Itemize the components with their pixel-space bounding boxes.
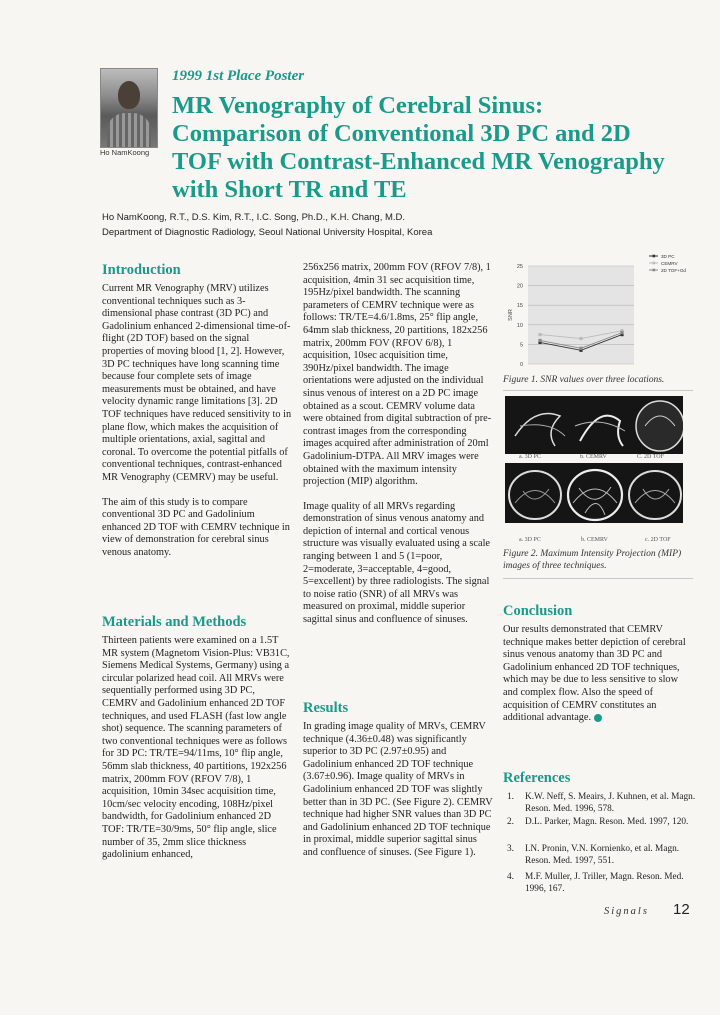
methods-section [102, 614, 292, 862]
legend-marker [653, 262, 656, 265]
figure-2-caption: Figure 2. Maximum Intensity Projection (MIP) images of three techniques. [503, 549, 682, 571]
figure-2-top-labels [505, 454, 683, 462]
author-photo [100, 68, 158, 148]
magazine-name: Signals [604, 906, 649, 917]
data-point [538, 339, 541, 342]
introduction-paragraph-1: Current MR Venography (MRV) utilizes conventional techniques such as 3-dimensional phase contrast (3D PC) and Gadolinium enhanced 2-dimensional time-of-flight (2D TOF) based on the signal properties of moving blood [1, 2]. However, 3D PC techniques have long scanning time because four complete sets of image measurements must be obtained, and have velocity dynamic range limitations [3]. 2D TOF techniques have reduced sensitivity to in plane flow, which makes the acquisition of multiple orientations, axial, sagittal and coronal. To overcome the potential pitfalls of conventional techniques, contrast-enhanced MR Venography (CEMRV) may be useful. [102, 283, 292, 483]
fig2-bottom-label-c: c. 2D TOF [645, 537, 671, 543]
data-point [579, 347, 582, 350]
conclusion-section [503, 603, 693, 725]
y-tick-label: 25 [516, 264, 523, 270]
fig2-bottom-label-b: b. CEMRV [581, 537, 608, 543]
introduction-heading: Introduction [102, 262, 181, 278]
methods-paragraph-3: Image quality of all MRVs regarding demonstration of sinus venous anatomy and depiction of internal and cortical venous structure was visually evaluated using a scale ranging between 1 and 5 (1=poor, 2=moderate, 3=acceptable, 4=good, 5=excellent) by three radiologists. The signal to noise ratio (SNR) of all MRVs was measured on proximal, middle superior sagittal sinus and confluence of sinuses. [303, 500, 490, 626]
reference-item [507, 872, 697, 896]
methods-paragraph-2: 256x256 matrix, 200mm FOV (RFOV 7/8), 1 acquisition, 4min 31 sec acquisition time, 195Hz/pixel bandwidth. The scanning parameters of CEMRV technique were as follows: TR/TE=4.6/1.8ms, 25° flip angle, 64mm slab thickness, 20 partitions, 182x256 matrix, 200mm FOV (RFOV 6/8), 1 acquisition, 10sec acquisition time, 390Hz/pixel bandwidth. The image orientations were adjusted on the individual sinus venous of interest on a 2D PC image obtained as a scout. CEMRV volume data were obtained from digital subtraction of pre-contrast images from the corresponding images acquired after administration of 20ml Gadolinium-DTPA. All MRV images were obtained with the maximum intensity projection (MIP) algorithm. [303, 262, 492, 488]
divider [503, 578, 693, 579]
methods-continued [303, 262, 493, 627]
figure-2-top-row [505, 396, 683, 454]
fig2-top-label-c: C. 2D TOF [637, 454, 664, 460]
references-heading: References [503, 770, 571, 786]
reference-number: 1. [507, 792, 514, 802]
results-heading: Results [303, 700, 349, 716]
fig2-top-label-b: b. CEMRV [580, 454, 607, 460]
reference-item [507, 792, 697, 816]
results-section [303, 700, 493, 860]
y-tick-label: 0 [519, 362, 523, 368]
y-tick-label: 5 [519, 342, 523, 349]
data-point [579, 337, 582, 340]
reference-text: K.W. Neff, S. Meairs, J. Kuhnen, et al. Magn. Reson. Med. 1996, 578. [525, 792, 696, 814]
reference-text: I.N. Pronin, V.N. Kornienko, et al. Magn. Reson. Med. 1997, 551. [525, 844, 680, 866]
conclusion-paragraph: Our results demonstrated that CEMRV technique makes better depiction of cerebral sinus venous anatomy than 3D PC and Gadolinium enhanced 2D TOF techniques, which may be due to less sensitive to slow and complex flow. Also the speed of acquisition of CEMRV constitutes an additional advantage. [503, 624, 686, 724]
reference-text: M.F. Muller, J. Triller, Magn. Reson. Med. 1996, 167. [525, 872, 684, 894]
divider [503, 390, 693, 391]
reference-text: D.L. Parker, Magn. Reson. Med. 1997, 120. [525, 817, 689, 827]
y-tick-label: 15 [516, 303, 523, 310]
references-section [503, 770, 693, 787]
article-title: MR Venography of Cerebral Sinus: Comparison of Conventional 3D PC and 2D TOF with Contrast-Enhanced MR Venography with Short TR and TE [172, 92, 665, 203]
figure-1-chart [506, 250, 696, 378]
legend-label: CEMRV [661, 261, 678, 266]
fig2-bottom-label-a: a. 3D PC [519, 537, 541, 543]
reference-number: 4. [507, 872, 514, 882]
y-axis-label: SNR [508, 309, 514, 321]
affiliation: Department of Diagnostic Radiology, Seoul National University Hospital, Korea [102, 227, 433, 238]
legend-label: 2D TOF+Gd [661, 268, 686, 273]
page-number: 12 [673, 901, 690, 918]
reference-number: 2. [507, 817, 514, 827]
introduction-section [102, 262, 292, 559]
snr-line-chart [506, 250, 696, 378]
reference-number: 3. [507, 844, 514, 854]
reference-item [507, 817, 697, 841]
figure-1-caption: Figure 1. SNR values over three locations. [503, 375, 665, 385]
legend-label: 3D PC [661, 254, 675, 259]
legend-marker [653, 255, 656, 258]
methods-paragraph-1: Thirteen patients were examined on a 1.5T MR system (Magnetom Vision-Plus: VB31C, Siemens Medical Systems, Germany) using a circular polarized head coil. All MRVs were sequentially performed using 3D PC, CEMRV and Gadolinium enhanced 2D TOF techniques, and used FLASH (fast low angle shot) sequence. The scanning parameters of two conventional techniques were as follows for 3D PC: TR/TE=94/11ms, 10° flip angle, 56mm slab thickness, 40 partitions, 192x256 matrix, 200mm FOV (RFOV 7/8), 1 acquisition, 10min 34sec acquisition time, 10cm/sec velocity encoding, 108Hz/pixel bandwidth, for Gadolinium enhanced 2D TOF: TR/TE=30/9ms, 50° flip angle, slice number of 35, 2mm slice thickness gadolinium enhanced, [102, 635, 290, 861]
reference-item [507, 844, 697, 868]
photo-caption: Ho NamKoong [100, 148, 150, 157]
results-paragraph: In grading image quality of MRVs, CEMRV technique (4.36±0.48) was significantly superior to 3D PC (2.97±0.95) and Gadolinium enhanced 2D TOF technique (3.67±0.96). Image quality of MRVs in Gadolinium enhanced 2D TOF was slightly better than in 3D PC. (See Figure 2). CEMRV technique had higher SNR values than 3D PC and Gadolinium enhanced 2D TOF technique in proximal, middle superior sagittal sinus and confluence of sinuses. (See Figure 1). [303, 721, 493, 858]
methods-heading: Materials and Methods [102, 614, 247, 630]
introduction-paragraph-2: The aim of this study is to compare conventional 3D PC and Gadolinium enhanced 2D TOF with CEMRV technique in view of demonstration for cerebral sinus venous anatomy. [102, 496, 290, 558]
data-point [538, 333, 541, 336]
y-tick-label: 10 [516, 322, 523, 329]
poster-award-kicker: 1999 1st Place Poster [172, 68, 305, 84]
end-mark-icon [594, 714, 602, 722]
fig2-top-label-a: a. 3D PC [519, 454, 541, 460]
data-point [620, 331, 623, 334]
authors: Ho NamKoong, R.T., D.S. Kim, R.T., I.C. Song, Ph.D., K.H. Chang, M.D. [102, 212, 406, 223]
figure-2-bottom-labels [505, 537, 683, 545]
legend-marker [653, 269, 656, 272]
y-tick-label: 20 [516, 283, 523, 290]
figure-2-bottom-row [505, 463, 683, 523]
conclusion-heading: Conclusion [503, 603, 573, 619]
